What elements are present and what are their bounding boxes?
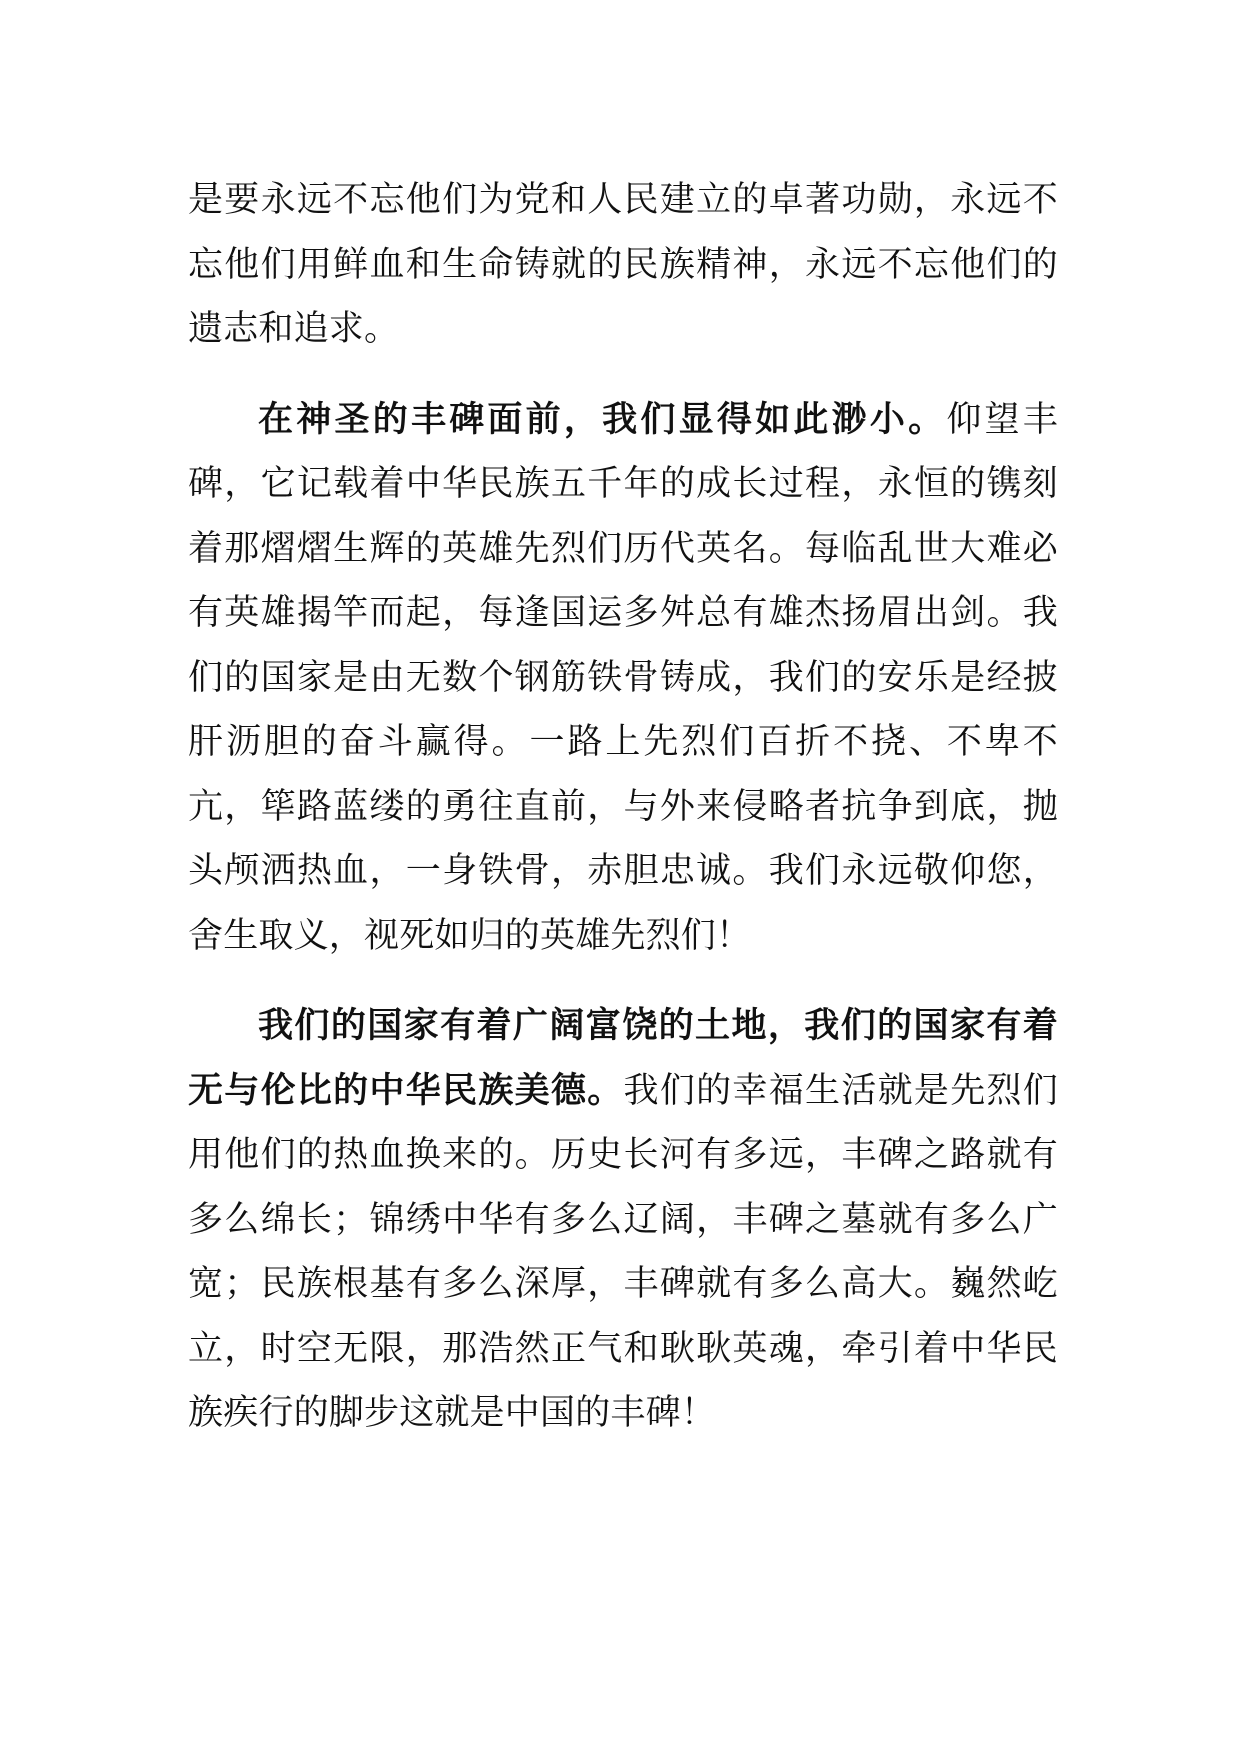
text-column: [188, 168, 1058, 1446]
paragraph-continuation: [188, 168, 1058, 362]
paragraph-monument: [188, 388, 1058, 969]
paragraph-body: 是要永远不忘他们为党和人民建立的卓著功勋，永远不忘他们用鲜血和生命铸就的民族精神，永远不忘他们的遗志和追求。: [188, 180, 1058, 349]
paragraph-body: 仰望丰碑，它记载着中华民族五千年的成长过程，永恒的镌刻着那熠熠生辉的英雄先烈们历代英名。每临乱世大难必有英雄揭竿而起，每逢国运多舛总有雄杰扬眉出剑。我们的国家是由无数个钢筋铁骨铸成，我们的安乐是经披肝沥胆的奋斗赢得。一路上先烈们百折不挠、不卑不亢，筚路蓝缕的勇往直前，与外来侵略者抗争到底，抛头颅洒热血，一身铁骨，赤胆忠诚。我们永远敬仰您，舍生取义，视死如归的英雄先烈们！: [188, 399, 1058, 956]
paragraph-body: 我们的幸福生活就是先烈们用他们的热血换来的。历史长河有多远，丰碑之路就有多么绵长；锦绣中华有多么辽阔，丰碑之墓就有多么广宽；民族根基有多么深厚，丰碑就有多么高大。巍然屹立，时空无限，那浩然正气和耿耿英魂，牵引着中华民族疾行的脚步这就是中国的丰碑！: [188, 1070, 1058, 1433]
paragraph-nation: [188, 994, 1058, 1446]
paragraph-lead-bold: 我们的国家有着广阔富饶的土地，我们的国家有着无与伦比的中华民族美德。: [188, 1006, 1058, 1111]
paragraph-lead-bold: 在神圣的丰碑面前，我们显得如此渺小。: [258, 399, 947, 440]
